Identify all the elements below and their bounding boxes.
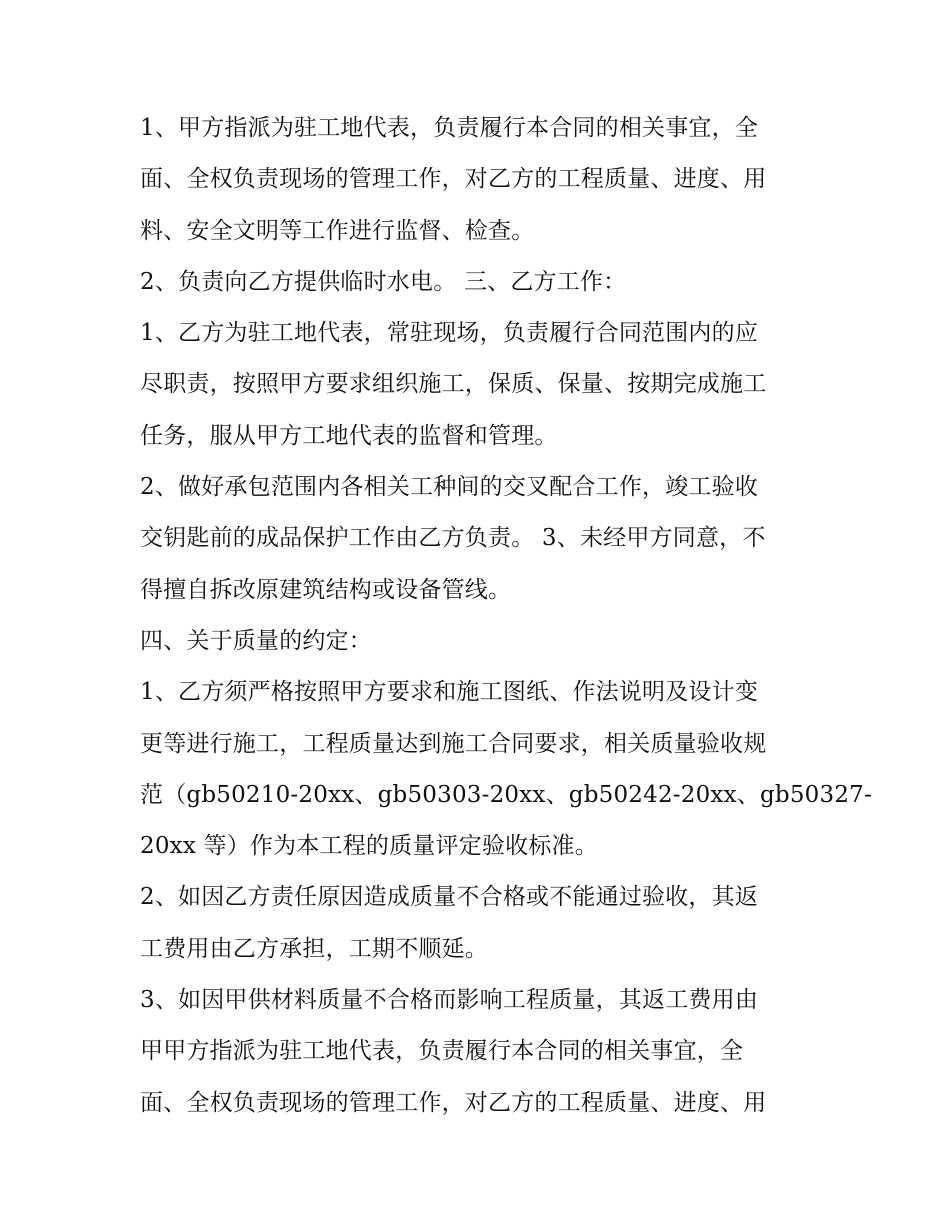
text-line: 甲甲方指派为驻工地代表，负责履行本合同的相关事宜，全: [140, 1038, 744, 1065]
text-line: 1、乙方须严格按照甲方要求和施工图纸、作法说明及设计变: [140, 679, 759, 706]
text-line: 尽职责，按照甲方要求组织施工，保质、保量、按期完成施工: [140, 371, 767, 398]
text-line: 范（gb50210-20xx、gb50303-20xx、gb50242-20xx、gb50327-: [140, 781, 872, 808]
text-line: 2、负责向乙方提供临时水电。 三、乙方工作：: [140, 268, 627, 295]
text-line: 2、如因乙方责任原因造成质量不合格或不能通过验收，其返: [140, 884, 759, 911]
text-line: 面、全权负责现场的管理工作，对乙方的工程质量、进度、用: [140, 1089, 767, 1116]
text-line: 面、全权负责现场的管理工作，对乙方的工程质量、进度、用: [140, 166, 767, 193]
text-line: 料、安全文明等工作进行监督、检查。: [140, 217, 535, 244]
text-line: 得擅自拆改原建筑结构或设备管线。: [140, 576, 512, 603]
text-line: 任务，服从甲方工地代表的监督和管理。: [140, 422, 558, 449]
text-line: 1、甲方指派为驻工地代表，负责履行本合同的相关事宜，全: [140, 115, 759, 141]
document-body: [140, 103, 872, 1129]
text-line: 2、做好承包范围内各相关工种间的交叉配合工作，竣工验收: [140, 474, 759, 501]
text-line: 更等进行施工，工程质量达到施工合同要求，相关质量验收规: [140, 730, 767, 757]
text-line: 1、乙方为驻工地代表，常驻现场，负责履行合同范围内的应: [140, 320, 759, 347]
text-line: 交钥匙前的成品保护工作由乙方负责。 3、未经甲方同意，不: [140, 525, 766, 552]
section-heading: 四、关于质量的约定：: [140, 627, 372, 654]
text-line: 工费用由乙方承担，工期不顺延。: [140, 935, 488, 962]
text-line: 20xx 等）作为本工程的质量评定验收标准。: [140, 833, 598, 860]
text-line: 3、如因甲供材料质量不合格而影响工程质量，其返工费用由: [140, 987, 759, 1014]
